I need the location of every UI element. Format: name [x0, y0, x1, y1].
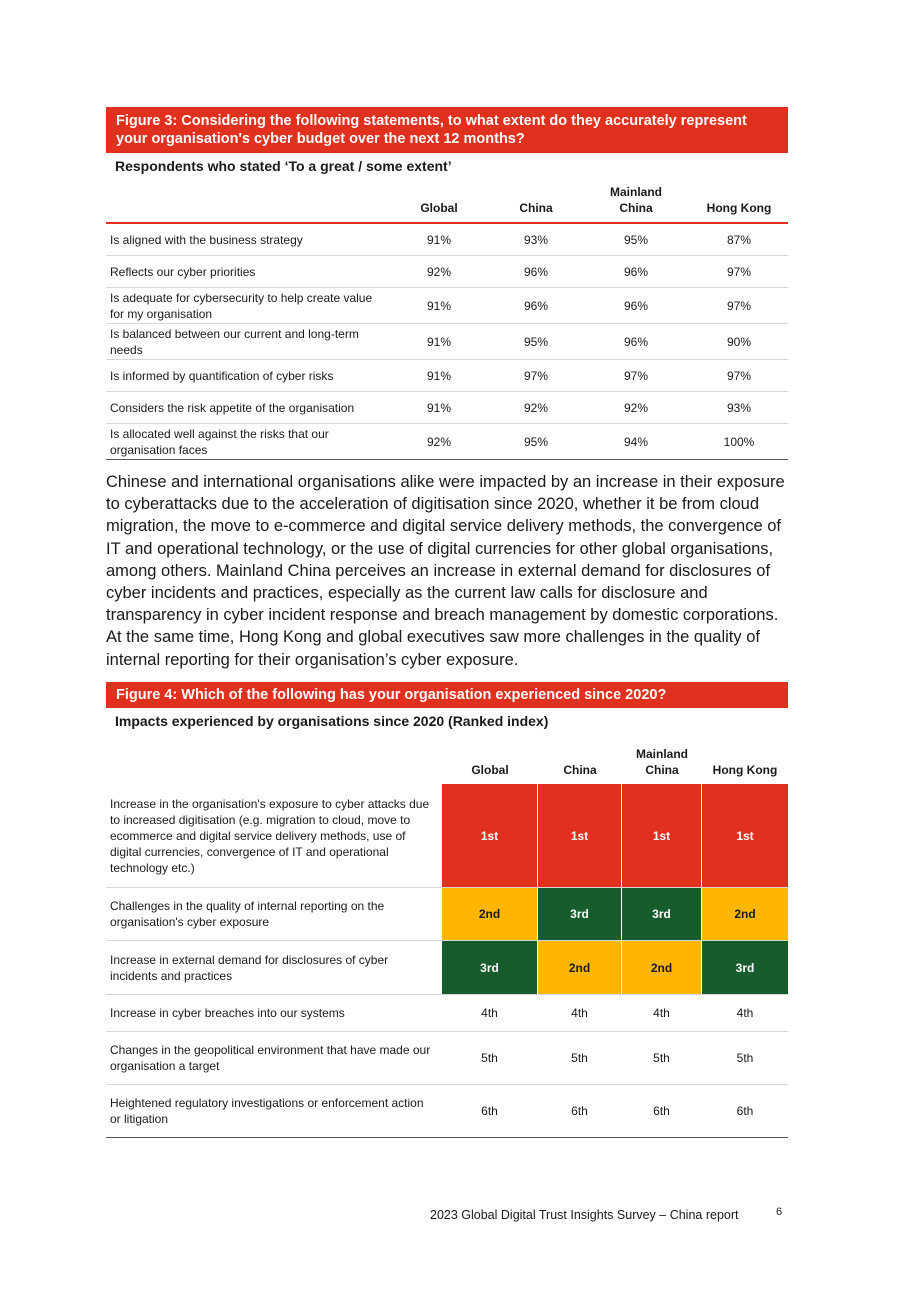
table-row [106, 1032, 788, 1085]
row-label: Is allocated well against the risks that our organisation faces [110, 426, 329, 457]
value-cell: 93% [726, 400, 752, 415]
figure3-column-header: China [519, 201, 553, 215]
value-cell: 97% [523, 368, 549, 383]
rank-cell: 1st [442, 784, 537, 887]
value-cell: 100% [723, 434, 755, 449]
figure4-table [106, 736, 788, 1138]
rank-cell: 6th [736, 1104, 754, 1118]
row-label: Considers the risk appetite of the organisation [110, 400, 355, 415]
row-label: Is balanced between our current and long-term needs [110, 326, 359, 357]
value-cell: 93% [523, 232, 549, 247]
value-cell: 97% [726, 368, 752, 383]
value-cell: 92% [426, 434, 452, 449]
figure4-subtitle: Impacts experienced by organisations since 2020 (Ranked index) [115, 713, 549, 729]
value-cell: 94% [623, 434, 649, 449]
value-cell: 96% [623, 264, 649, 279]
row-label: Reflects our cyber priorities [110, 264, 256, 279]
figure4-column-header: Mainland China [635, 747, 688, 777]
table-row [106, 424, 788, 460]
body-paragraph: Chinese and international organisations alike were impacted by an increase in their exposure to cyberattacks due to the acceleration of digitisation since 2020, whether it be from cloud migration, the move to e-commerce and digital service delivery methods, the convergence of IT and operational technology, or the use of digital currencies for other global organisations, among others. Mainland China perceives an increase in external demand for disclosures of cyber incidents and practices, especially as the current law calls for disclosure and transparency in cyber incident response and breach management by domestic corporations. At the same time, Hong Kong and global executives saw more challenges in the quality of internal reporting for their organisation’s cyber exposure. [106, 473, 785, 669]
figure3-column-header: Hong Kong [706, 201, 772, 215]
table-row [106, 888, 788, 941]
rank-cell: 5th [653, 1051, 670, 1065]
value-cell: 92% [623, 400, 649, 415]
row-label: Increase in the organisation's exposure to cyber attacks due to increased digitisation (e.g. migration to cloud, move to ecommerce and digital service delivery methods, use of digital currencies, convergence of IT and operational technology etc.) [110, 796, 430, 875]
row-label: Changes in the geopolitical environment that have made our organisation a target [110, 1043, 431, 1073]
rank-cell: 6th [481, 1104, 498, 1118]
rank-cell: 2nd [622, 941, 701, 994]
rank-cell: 4th [481, 1006, 498, 1020]
figure3-column-header: Global [420, 201, 458, 215]
rank-cell: 3rd [622, 888, 701, 940]
value-cell: 95% [523, 434, 549, 449]
table-row [106, 392, 788, 424]
footer-text: 2023 Global Digital Trust Insights Survey – China report [430, 1208, 739, 1222]
value-cell: 97% [623, 368, 649, 383]
table-row [106, 256, 788, 288]
rank-cell: 5th [736, 1051, 754, 1065]
figure3-header-row [106, 180, 788, 224]
table-row [106, 288, 788, 324]
rank-cell: 6th [571, 1104, 588, 1118]
value-cell: 95% [623, 232, 649, 247]
value-cell: 90% [726, 334, 752, 349]
rank-cell: 4th [653, 1006, 670, 1020]
rank-cell: 4th [736, 1006, 754, 1020]
row-label: Increase in cyber breaches into our systems [110, 1006, 345, 1020]
table-row [106, 324, 788, 360]
figure3-column-header: Mainland China [609, 185, 662, 215]
value-cell: 91% [426, 334, 452, 349]
value-cell: 97% [726, 298, 752, 313]
figure4-title: Figure 4: Which of the following has your organisation experienced since 2020? [106, 682, 788, 708]
row-label: Is aligned with the business strategy [110, 232, 303, 247]
value-cell: 87% [726, 232, 752, 247]
row-label: Increase in external demand for disclosures of cyber incidents and practices [110, 952, 389, 983]
value-cell: 91% [426, 298, 452, 313]
figure4-column-header: Hong Kong [712, 763, 778, 777]
rank-cell: 5th [481, 1051, 498, 1065]
figure3-subtitle: Respondents who stated ‘To a great / some extent’ [115, 158, 452, 174]
rank-cell: 5th [571, 1051, 588, 1065]
figure4-column-header: Global [471, 763, 509, 777]
figure4-header-row [106, 736, 788, 784]
table-row [106, 995, 788, 1032]
rank-cell: 4th [571, 1006, 588, 1020]
value-cell: 97% [726, 264, 752, 279]
rank-cell: 3rd [442, 941, 537, 994]
table-row [106, 360, 788, 392]
value-cell: 92% [523, 400, 549, 415]
value-cell: 96% [623, 298, 649, 313]
value-cell: 95% [523, 334, 549, 349]
rank-cell: 3rd [538, 888, 621, 940]
rank-cell: 2nd [442, 888, 537, 940]
table-row [106, 224, 788, 256]
page-number: 6 [776, 1206, 783, 1218]
value-cell: 91% [426, 232, 452, 247]
rank-cell: 2nd [702, 888, 788, 940]
value-cell: 96% [523, 264, 549, 279]
rank-cell: 1st [622, 784, 701, 887]
table-row [106, 784, 788, 888]
figure3-title: Figure 3: Considering the following statements, to what extent do they accurately represent your organisation's cyber budget over the next 12 months? [106, 107, 788, 153]
value-cell: 91% [426, 400, 452, 415]
value-cell: 96% [523, 298, 549, 313]
value-cell: 96% [623, 334, 649, 349]
rank-cell: 1st [538, 784, 621, 887]
table-row [106, 1085, 788, 1138]
figure4-column-header: China [563, 763, 597, 777]
row-label: Is informed by quantification of cyber risks [110, 368, 334, 383]
row-label: Heightened regulatory investigations or enforcement action or litigation [110, 1096, 424, 1126]
rank-cell: 1st [702, 784, 788, 887]
value-cell: 92% [426, 264, 452, 279]
rank-cell: 6th [653, 1104, 670, 1118]
value-cell: 91% [426, 368, 452, 383]
rank-cell: 3rd [702, 941, 788, 994]
row-label: Challenges in the quality of internal reporting on the organisation's cyber exposure [110, 899, 385, 929]
rank-cell: 2nd [538, 941, 621, 994]
row-label: Is adequate for cybersecurity to help create value for my organisation [110, 290, 373, 321]
figure3-table [106, 180, 788, 460]
table-row [106, 941, 788, 995]
